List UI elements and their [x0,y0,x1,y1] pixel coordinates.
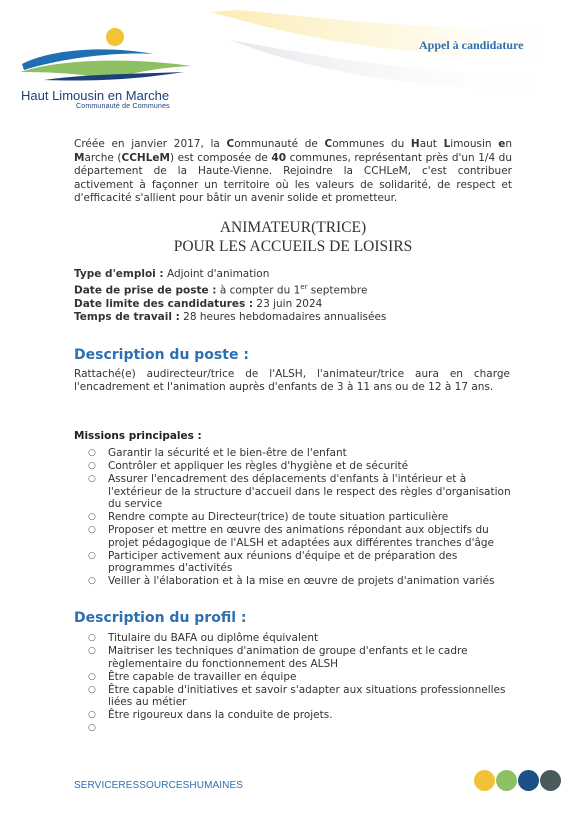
list-item: ○ Maitriser les techniques d'animation de groupe d'enfants et le cadre règlementaire du fonctionnement des ALSH [88,645,468,670]
bullet-circle-icon: ○ [88,448,96,458]
missions-heading: Missions principales : [74,430,202,442]
list-item: ○ Être capable de travailler en équipe [88,670,297,683]
dot-yellow-icon [474,770,495,791]
job-title-line1: ANIMATEUR(TRICE) [219,219,367,236]
bullet-circle-icon: ○ [88,671,96,682]
bullet-circle-icon: ○ [88,512,96,522]
missions-list [86,447,516,588]
list-item: ○ Être capable d'initiatives et savoir s'adapter aux situations professionnelles liées au métier [88,683,506,708]
working-time-row: Temps de travail : 28 heures hebdomadaires annualisées [74,310,387,323]
employment-type-row: Type d'emploi : Adjoint d'animation [74,268,270,280]
bullet-circle-icon: ○ [88,461,96,471]
list-item: ○ Garantir la sécurité et le bien-être de l'enfant [88,447,347,459]
list-item: ○ Être rigoureux dans la conduite de projets. [88,709,333,721]
bullet-circle-icon: ○ [88,550,96,561]
section-heading-profil: Description du profil : [74,610,247,626]
logo-title: Haut Limousin en Marche [21,88,170,103]
logo-graphic [14,22,199,92]
start-date-row: Date de prise de poste : à compter du 1er septembre [74,283,368,297]
bullet-circle-icon: ○ [88,576,96,586]
bullet-circle-icon: ○ [88,646,96,656]
list-item [86,722,516,735]
list-item: ○ Proposer et mettre en œuvre des animations répondant aux objectifs du projet pédagogique de l'ALSH et adaptées aux différentes tranches d'âge [88,524,495,549]
job-title [74,218,512,256]
bullet-circle-icon: ○ [88,474,96,484]
footer-service-name: SERVICERESSOURCESHUMAINES [74,780,244,791]
logo-subtitle: Communauté de Communes [76,103,170,110]
bullet-circle-icon: ○ [88,525,96,535]
list-item: ○ Rendre compte au Directeur(trice) de toute situation particulière [88,511,449,523]
bullet-circle-icon: ○ [88,633,96,643]
bullet-circle-icon: ○ [88,723,96,733]
intro-paragraph: Créée en janvier 2017, la Communauté de Communes du Haut Limousin en Marche (CCHLeM) est composée de 40 communes, représentant près d'un 1/4 du département de la Haute-Vienne. Rejoindre la CCHLeM, c'est contribuer activement à façonner un territoire où les valeurs de solidarité, de respect et d'efficacité s'allient pour bâtir un avenir solide et prometteur. [74,138,513,204]
poste-description: Rattaché(e) audirecteur/trice de l'ALSH, l'animateur/trice aura en charge l'encadrement et l'animation auprès d'enfants de 3 à 11 ans ou de 12 à 17 ans. [74,368,510,393]
section-heading-poste: Description du poste : [74,347,249,363]
list-item: ○ Participer activement aux réunions d'équipe et de préparation des programmes d'activités [88,549,458,574]
footer-color-dots [474,768,564,792]
list-item: ○ Veiller à l'élaboration et à la mise en œuvre de projets d'animation variés [88,575,495,587]
bullet-circle-icon: ○ [88,684,96,695]
profil-list [86,632,516,735]
dot-navy-icon [518,770,539,791]
call-for-applications-label: Appel à candidature [419,38,524,52]
logo [14,22,199,114]
bullet-circle-icon: ○ [88,710,96,720]
dot-green-icon [496,770,517,791]
job-meta [74,268,386,324]
list-item: ○ Assurer l'encadrement des déplacements d'enfants à l'intérieur et à l'extérieur de la structure d'accueil dans le respect des règles d'organisation du service [88,473,511,510]
deadline-row: Date limite des candidatures : 23 juin 2024 [74,297,323,310]
list-item: ○ Titulaire du BAFA ou diplôme équivalent [88,632,319,644]
dot-gray-icon [540,770,561,791]
list-item: ○ Contrôler et appliquer les règles d'hygiène et de sécurité [88,460,409,472]
job-title-line2: POUR LES ACCUEILS DE LOISIRS [173,238,413,255]
